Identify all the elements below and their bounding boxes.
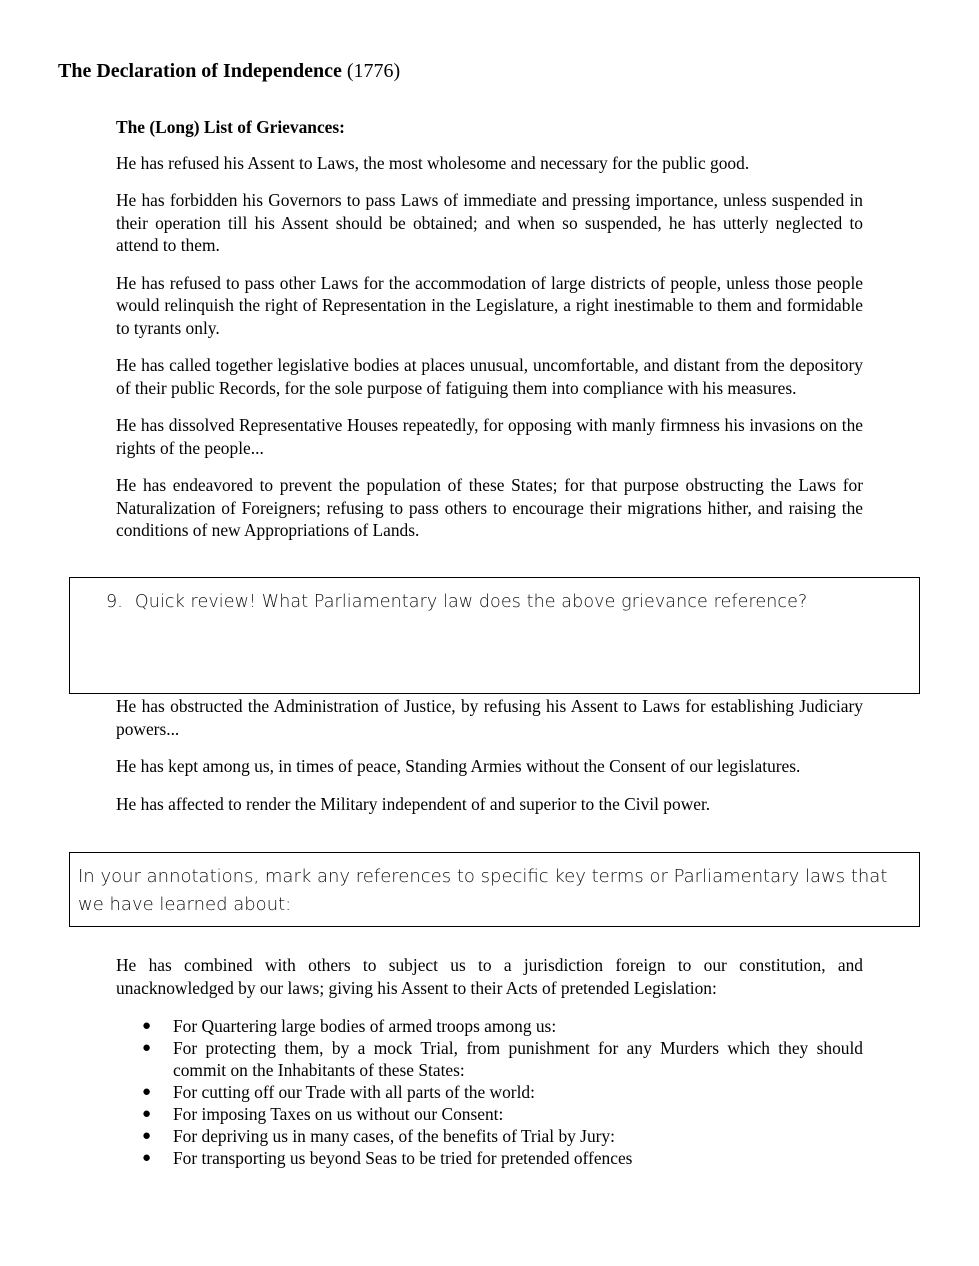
list-item-text: For depriving us in many cases, of the benefits of Trial by Jury: [173,1126,615,1146]
title-year: (1776) [346,60,401,82]
bullet-icon: ● [142,1018,152,1034]
question-prompt [106,590,807,614]
grievance-paragraph: He has dissolved Representative Houses repeatedly, for opposing with manly firmness his invasions on the rights of the people... [116,415,863,458]
bullet-icon: ● [142,1040,152,1056]
acts-list [116,1015,863,1169]
title-text: The Declaration of Independence [58,60,342,82]
list-item [116,1147,863,1169]
bullet-icon: ● [142,1084,152,1100]
bullet-icon: ● [142,1106,152,1122]
grievance-paragraph: He has combined with others to subject us to a jurisdiction foreign to our constitution, and unacknowledged by our laws; giving his Assent to their Acts of pretended Legislation: [116,955,863,998]
bullet-icon: ● [142,1150,152,1166]
bullet-icon: ● [142,1128,152,1144]
grievance-paragraph: He has affected to render the Military independent of and superior to the Civil power. [116,793,711,814]
grievance-paragraph: He has refused his Assent to Laws, the most wholesome and necessary for the public good. [116,152,750,173]
list-item [116,1125,863,1147]
page-title [58,58,400,84]
question-text: Quick review! What Parliamentary law does the above grievance reference? [134,592,808,612]
question-box[interactable] [69,577,920,694]
annotation-instructions: In your annotations, mark any references to specific key terms or Parliamentary laws that we have learned about: [78,866,888,915]
grievance-paragraph: He has refused to pass other Laws for the accommodation of large districts of people, unless those people would relinquish the right of Representation in the Legislature, a right inestimable to them and formidable to tyrants only. [116,272,863,338]
grievances-section-3 [116,954,863,999]
list-item [116,1081,863,1103]
grievance-paragraph: He has forbidden his Governors to pass Laws of immediate and pressing importance, unless suspended in their operation till his Assent should be obtained; and when so suspended, he has utterly neglected to attend to them. [116,190,863,255]
grievance-paragraph: He has endeavored to prevent the population of these States; for that purpose obstructing the Laws for Naturalization of Foreigners; refusing to pass others to encourage their migrations hither, and raising the conditions of new Appropriations of Lands. [116,475,863,540]
grievance-paragraph: He has kept among us, in times of peace, Standing Armies without the Consent of our legislatures. [116,756,801,776]
list-item [116,1103,863,1125]
list-item [116,1037,863,1081]
annotation-instructions-box [69,852,920,927]
section-subheading: The (Long) List of Grievances: [116,117,345,137]
grievance-paragraph: He has obstructed the Administration of Justice, by refusing his Assent to Laws for establishing Judiciary powers... [116,696,863,739]
list-item [116,1015,863,1037]
list-item-text: For protecting them, by a mock Trial, from punishment for any Murders which they should commit on the Inhabitants of these States: [173,1038,863,1080]
list-item-text: For transporting us beyond Seas to be tried for pretended offences [173,1148,633,1168]
list-item-text: For Quartering large bodies of armed troops among us: [173,1016,557,1036]
list-item-text: For imposing Taxes on us without our Consent: [173,1104,504,1124]
grievances-section-1 [116,116,863,542]
question-number: 9. [106,592,123,612]
grievances-section-2 [116,695,863,815]
grievance-paragraph: He has called together legislative bodies at places unusual, uncomfortable, and distant from the depository of their public Records, for the sole purpose of fatiguing them into compliance with his measures. [116,355,863,398]
list-item-text: For cutting off our Trade with all parts of the world: [173,1082,535,1102]
